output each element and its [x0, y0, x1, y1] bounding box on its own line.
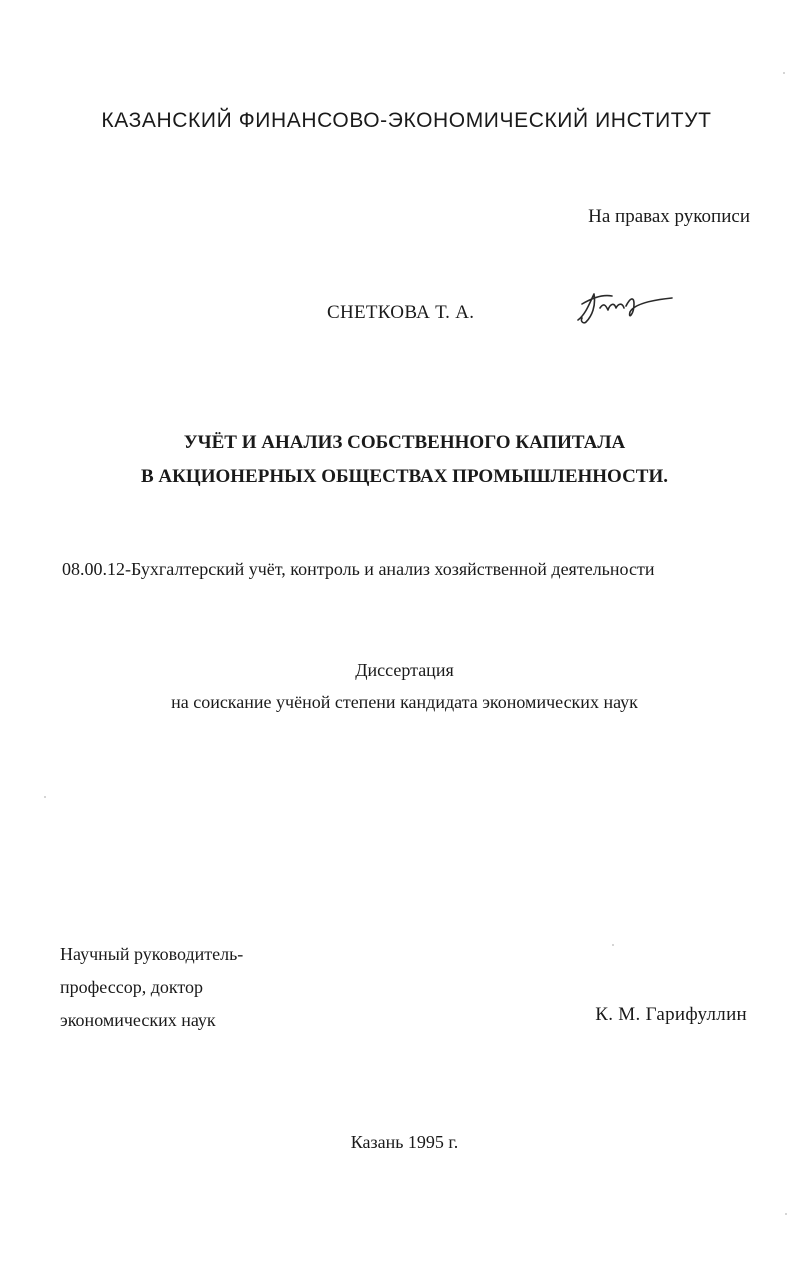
supervisor-line-3: экономических наук — [60, 1010, 216, 1030]
scan-speck — [44, 796, 46, 798]
supervisor-credentials — [60, 938, 243, 1037]
author-name: СНЕТКОВА Т. А. — [327, 302, 475, 323]
scan-speck — [612, 944, 614, 946]
dissertation-title — [0, 426, 797, 494]
thesis-designation — [0, 654, 797, 718]
scan-speck — [785, 1213, 787, 1215]
scan-speck — [783, 72, 785, 74]
specialty-code: 08.00.12-Бухгалтерский учёт, контроль и анализ хозяйственной деятельности — [62, 559, 655, 579]
thesis-degree: на соискание учёной степени кандидата экономических наук — [171, 692, 638, 712]
title-line-2: В АКЦИОНЕРНЫХ ОБЩЕСТВАХ ПРОМЫШЛЕННОСТИ. — [141, 466, 668, 487]
supervisor-line-1: Научный руководитель- — [60, 944, 244, 964]
title-line-1: УЧЁТ И АНАЛИЗ СОБСТВЕННОГО КАПИТАЛА — [183, 432, 626, 453]
institute-name: КАЗАНСКИЙ ФИНАНСОВО-ЭКОНОМИЧЕСКИЙ ИНСТИТУТ — [101, 109, 712, 132]
supervisor-name: К. М. Гарифуллин — [595, 1004, 747, 1025]
supervisor-line-2: профессор, доктор — [60, 977, 204, 997]
place-and-year: Казань 1995 г. — [350, 1132, 459, 1152]
thesis-type: Диссертация — [355, 660, 454, 680]
author-signature — [572, 284, 676, 328]
manuscript-rights-note: На правах рукописи — [588, 206, 750, 227]
